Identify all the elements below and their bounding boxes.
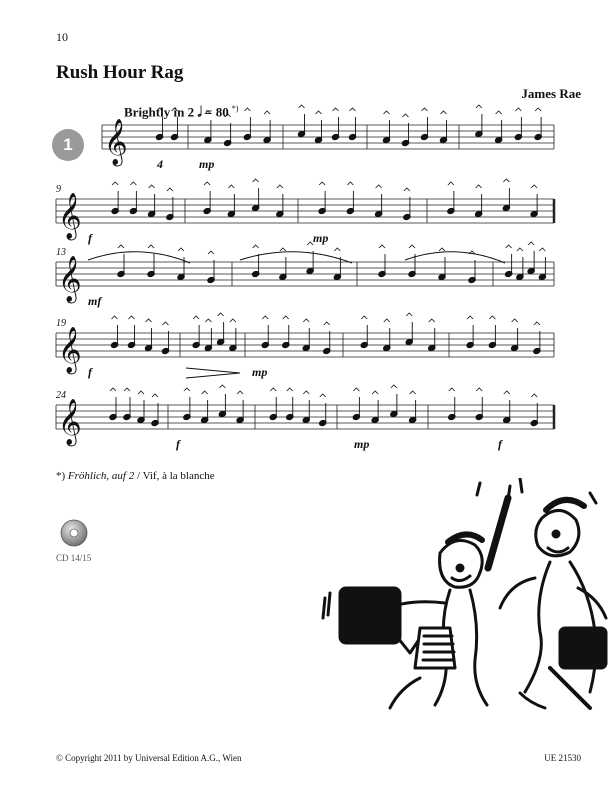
accent-mark (429, 319, 435, 322)
measure-number: 13 (56, 247, 66, 258)
accent-mark (535, 108, 541, 111)
accent-mark (531, 394, 537, 397)
half-note-icon: 𝅗𝅥 (197, 105, 202, 121)
slur (240, 252, 352, 263)
accent-mark (178, 248, 184, 251)
accent-mark (303, 391, 309, 394)
slur (88, 252, 190, 263)
accent-mark (149, 185, 155, 188)
accent-mark (299, 105, 305, 108)
accent-mark (205, 111, 211, 114)
exercise-number-badge: 1 (52, 129, 84, 161)
accent-mark (148, 245, 154, 248)
dynamic-marking: 4 (157, 157, 163, 171)
accent-mark (264, 111, 270, 114)
dynamic-marking: f (88, 365, 92, 379)
accent-mark (225, 114, 231, 117)
accent-mark (476, 105, 482, 108)
accent-mark (157, 108, 163, 111)
accent-mark (504, 391, 510, 394)
dynamic-marking: mp (354, 437, 370, 451)
cartoon-musicians-illustration (320, 478, 608, 718)
treble-clef-icons (58, 119, 128, 447)
accent-mark (372, 391, 378, 394)
accent-mark (448, 182, 454, 185)
copyright-notice: © Copyright 2011 by Universal Edition A.G., Wien (56, 753, 242, 763)
accent-mark (262, 316, 268, 319)
accent-mark (449, 388, 455, 391)
accent-mark (202, 391, 208, 394)
tempo-value: = 80 (205, 104, 229, 120)
accent-mark (406, 313, 412, 316)
accent-mark (476, 388, 482, 391)
accent-mark (253, 245, 259, 248)
accent-mark (112, 316, 118, 319)
accent-mark (193, 316, 199, 319)
accent-mark (534, 322, 540, 325)
accent-mark (130, 182, 136, 185)
accent-mark (476, 185, 482, 188)
treble-clef-icon: 𝄞 (104, 119, 128, 165)
piece-title: Rush Hour Rag (56, 62, 184, 83)
accent-mark (303, 319, 309, 322)
accent-mark (283, 316, 289, 319)
measure-number: 19 (56, 318, 66, 329)
accent-mark (138, 391, 144, 394)
dynamic-marking: mf (88, 294, 102, 308)
accent-mark (489, 316, 495, 319)
accent-mark (404, 188, 410, 191)
composer-name: James Rae (521, 86, 581, 101)
accent-mark (350, 108, 356, 111)
accent-mark (503, 179, 509, 182)
measure-number: 24 (56, 390, 66, 401)
accent-mark (333, 108, 339, 111)
cd-track-label: CD 14/15 (56, 553, 92, 563)
accent-mark (361, 316, 367, 319)
dynamic-marking: f (498, 437, 502, 451)
accent-mark (410, 391, 416, 394)
dynamic-marking: mp (199, 157, 215, 171)
footnote (56, 470, 215, 482)
accent-mark (539, 248, 545, 251)
accent-mark (384, 111, 390, 114)
accent-mark (124, 388, 130, 391)
accent-mark (403, 114, 409, 117)
accent-mark (230, 319, 236, 322)
accent-mark (112, 182, 118, 185)
accent-mark (218, 313, 224, 316)
accent-mark (319, 182, 325, 185)
accent-mark (441, 111, 447, 114)
decrescendo-hairpin (186, 368, 240, 378)
staff-lines (56, 125, 554, 429)
dynamic-marking: mp (252, 365, 268, 379)
accent-mark (422, 108, 428, 111)
catalog-number: UE 21530 (544, 753, 581, 763)
accent-mark (320, 394, 326, 397)
treble-clef-icon: 𝄞 (58, 193, 82, 239)
accent-mark (439, 248, 445, 251)
accent-mark (496, 111, 502, 114)
accent-mark (324, 322, 330, 325)
accent-mark (244, 108, 250, 111)
accent-mark (506, 245, 512, 248)
accent-mark (110, 388, 116, 391)
accent-mark (512, 319, 518, 322)
accent-mark (334, 248, 340, 251)
accent-mark (118, 245, 124, 248)
accent-mark (531, 185, 537, 188)
accent-mark (152, 394, 158, 397)
accent-mark (277, 185, 283, 188)
accent-mark (391, 385, 397, 388)
tempo-text: Brightly in 2 (124, 104, 195, 120)
dynamic-marking: f (88, 231, 92, 245)
accent-mark (163, 322, 169, 325)
footnote-mark: *) (56, 470, 66, 482)
note-heads (109, 105, 546, 427)
treble-clef-icon: 𝄞 (58, 399, 82, 445)
slur (405, 252, 505, 263)
accent-mark (228, 185, 234, 188)
treble-clef-icon: 𝄞 (58, 256, 82, 302)
dynamic-marking: mp (313, 231, 329, 245)
footnote-french: / Vif, à la blanche (134, 470, 215, 482)
accent-mark (129, 316, 135, 319)
accent-mark (353, 388, 359, 391)
accent-mark (287, 388, 293, 391)
accent-mark (376, 185, 382, 188)
accent-mark (172, 108, 178, 111)
accent-mark (167, 188, 173, 191)
page-number: 10 (56, 30, 68, 44)
accent-mark (237, 391, 243, 394)
accent-mark (146, 319, 152, 322)
accent-mark (280, 248, 286, 251)
accent-mark (515, 108, 521, 111)
accent-mark (409, 245, 415, 248)
tempo-footnote-mark: *) (231, 104, 239, 113)
accent-mark (184, 388, 190, 391)
accent-mark (204, 182, 210, 185)
cd-disc-icon (60, 519, 88, 547)
accent-mark (205, 319, 211, 322)
accent-mark (347, 182, 353, 185)
dynamic-marking: f (176, 437, 180, 451)
footnote-german: Fröhlich, auf 2 (67, 470, 135, 482)
accent-mark (379, 245, 385, 248)
accent-mark (219, 385, 225, 388)
accent-mark (253, 179, 259, 182)
accent-mark (467, 316, 473, 319)
accent-mark (517, 248, 523, 251)
measure-number: 9 (56, 184, 61, 195)
slurs (88, 252, 505, 263)
accent-mark (208, 251, 214, 254)
accent-mark (384, 319, 390, 322)
accent-mark (270, 388, 276, 391)
treble-clef-icon: 𝄞 (58, 327, 82, 373)
accent-mark (316, 111, 322, 114)
accent-mark (528, 242, 534, 245)
